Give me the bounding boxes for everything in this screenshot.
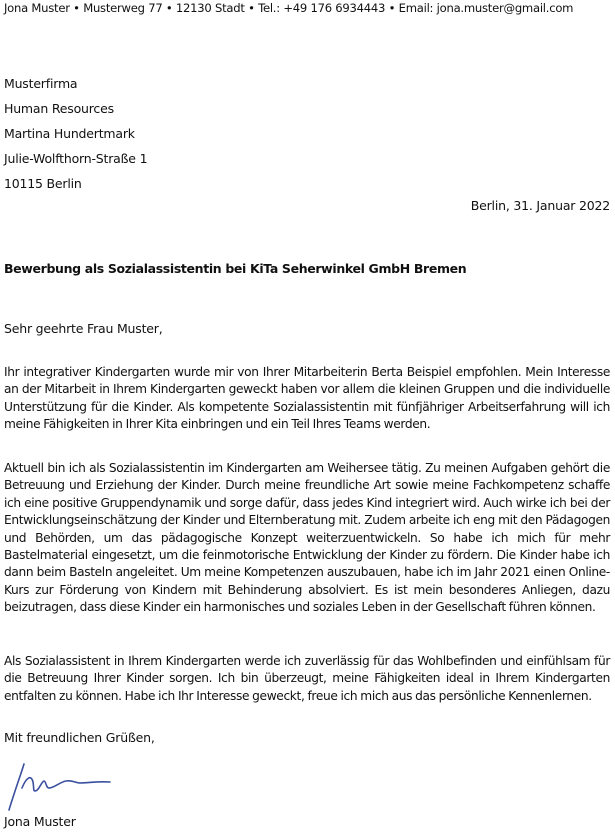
- signer-name: Jona Muster: [4, 814, 76, 829]
- signature-stroke: [9, 764, 110, 810]
- recipient-contact-person: Martina Hundertmark: [4, 126, 135, 141]
- body-paragraph-1: Ihr integrativer Kindergarten wurde mir von Ihrer Mitarbeiterin Berta Beispiel empfohlen. Mein Interesse an der Mitarbeit in Ihrem Kindergarten geweckt haben vor allem die kleinen Gruppen und die individuelle Unterstützung für die Kinder. Als kompetente Sozialassistentin mit fünfjähriger Arbeitserfahrung will ich meine Fähigkeiten in Ihrer Kita einbringen und ein Teil Ihres Teams werden.: [4, 365, 610, 432]
- recipient-street: Julie-Wolfthorn-Straße 1: [4, 151, 148, 166]
- recipient-address-block: [4, 71, 147, 196]
- letter-subject: Bewerbung als Sozialassistentin bei KiTa Seherwinkel GmbH Bremen: [4, 261, 467, 276]
- salutation: Sehr geehrte Frau Muster,: [4, 321, 163, 336]
- body-paragraph-3: Als Sozialassistent in Ihrem Kindergarten werde ich zuverlässig für das Wohlbefinden und einfühlsam für die Betreuung Ihrer Kinder sorgen. Ich bin überzeugt, meine Fähigkeiten ideal in Ihrem Kindergarten entfalten zu können. Habe ich Ihr Interesse geweckt, freue ich mich aus das persönliche Kennenlernen.: [4, 654, 610, 703]
- handwritten-signature: [6, 760, 116, 812]
- recipient-company: Musterfirma: [4, 76, 78, 91]
- recipient-department: Human Resources: [4, 101, 114, 116]
- body-paragraph-2: Aktuell bin ich als Sozialassistentin im Kindergarten am Weihersee tätig. Zu meinen Aufgaben gehört die Betreuung und Erziehung der Kinder. Durch meine freundliche Art sowie meine Fachkompetenz schaffe ich eine positive Gruppendynamik und sorge dafür, dass jedes Kind integriert wird. Auch wirke ich bei der Entwicklungseinschätzung der Kinder und Elternberatung mit. Zudem arbeite ich eng mit den Pädagogen und Behörden, um das pädagogische Konzept weiterzuentwickeln. So habe ich mich für mehr Bastelmaterial eingesetzt, um die feinmotorische Entwicklung der Kinder zu fördern. Die Kinder habe ich dann beim Basteln angeleitet. Um meine Kompetenzen auszubauen, habe ich im Jahr 2021 einen Online-Kurs zur Förderung von Kindern mit Behinderung absolviert. Es ist mein besonderes Anliegen, dazu beizutragen, dass diese Kinder ein harmonisches und soziales Leben in der Gesellschaft führen können.: [4, 461, 610, 615]
- recipient-city: 10115 Berlin: [4, 176, 82, 191]
- letter-date: Berlin, 31. Januar 2022: [470, 198, 610, 213]
- sender-contact-line: Jona Muster • Musterweg 77 • 12130 Stadt • Tel.: +49 176 6934443 • Email: jona.muster@gmail.com: [4, 1, 574, 15]
- closing-phrase: Mit freundlichen Grüßen,: [4, 730, 155, 745]
- letter-page: [4, 0, 610, 832]
